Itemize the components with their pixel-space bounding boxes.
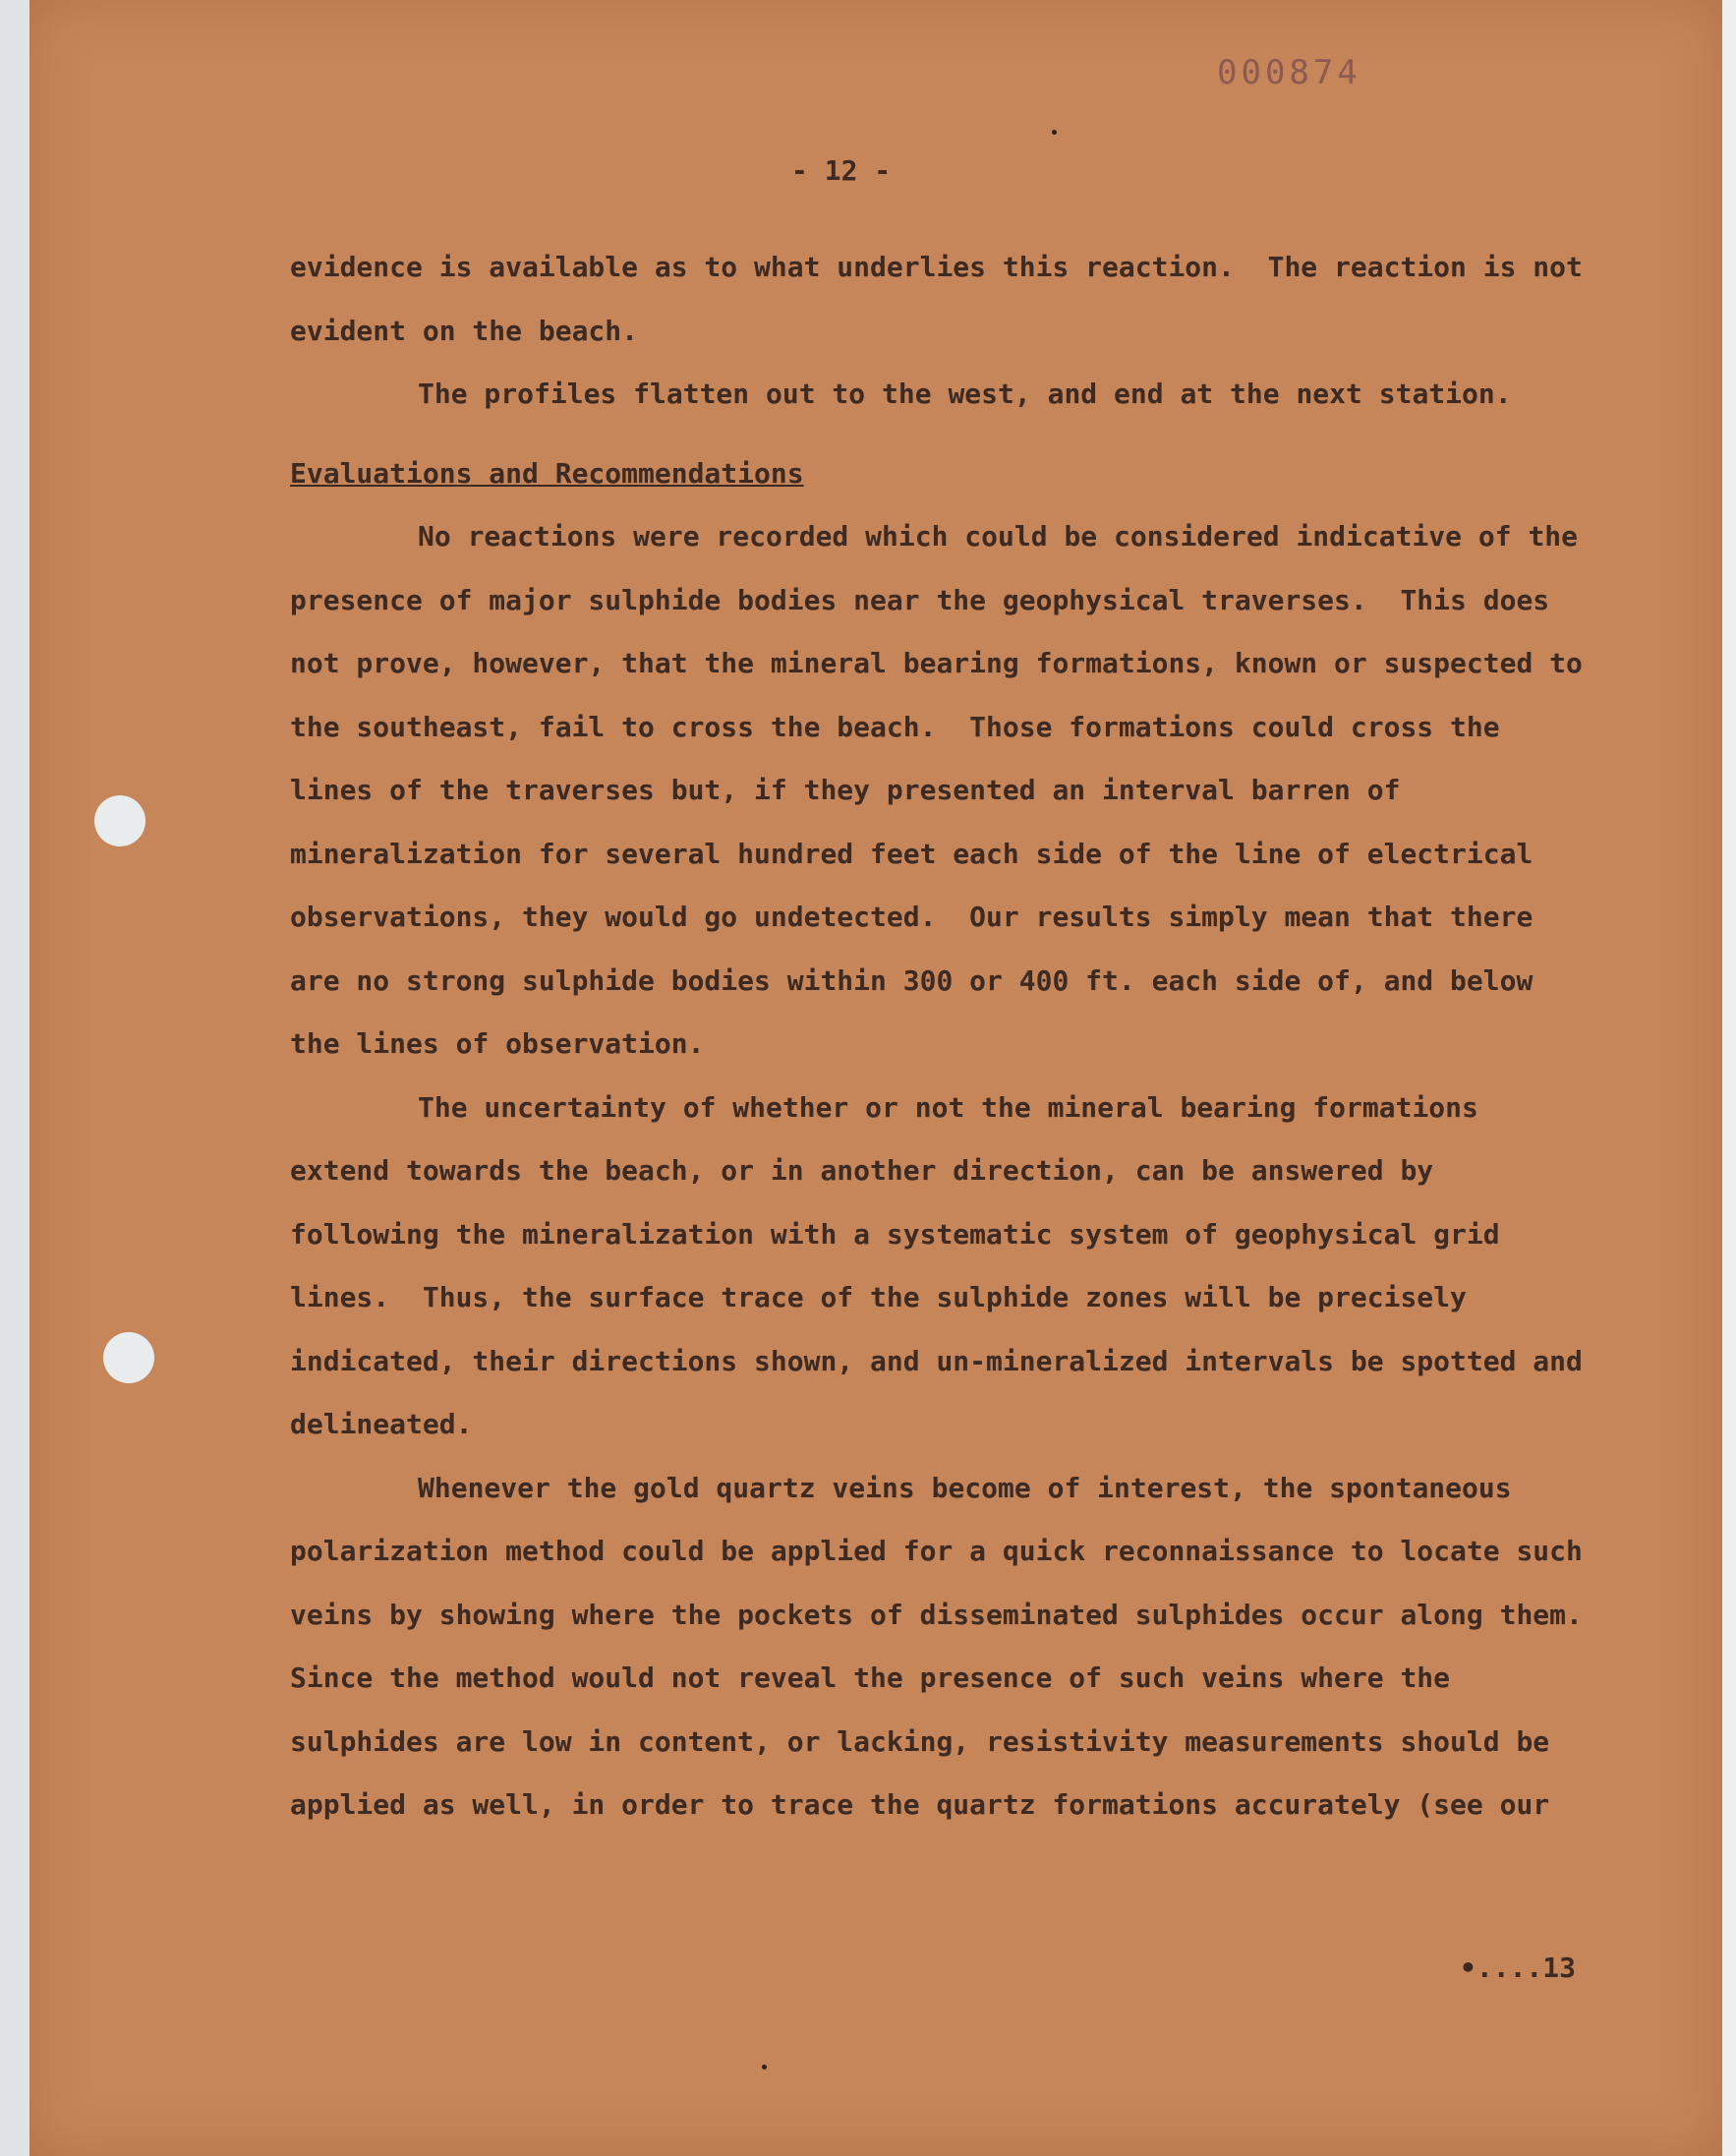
document-page xyxy=(29,0,1722,2156)
paragraph-1: evidence is available as to what underlies this reaction. The reaction is not evident on the beach. xyxy=(290,251,1599,347)
paragraph-5: Whenever the gold quartz veins become of interest, the spontaneous polarization method could be applied for a quick reconnaissance to locate such veins by showing where the pockets of disseminated sulphides occur along them. Since the method would not reveal the presence of such veins where the sulphides are low in content, or lacking, resistivity measurements should be applied as well, in order to trace the quartz formations accurately (see our xyxy=(290,1471,1616,1821)
paragraph-2: The profiles flatten out to the west, and end at the next station. xyxy=(418,378,1512,410)
page-edge xyxy=(1722,0,1736,2156)
punch-hole xyxy=(94,795,145,846)
section-heading: Evaluations and Recommendations xyxy=(290,456,804,490)
page-number: - 12 - xyxy=(791,154,892,187)
ink-speck xyxy=(762,2065,767,2069)
ink-speck xyxy=(1052,130,1057,135)
body-text xyxy=(290,236,1616,1837)
paragraph-4: The uncertainty of whether or not the mineral bearing formations extend towards the beach, or in another direction, can be answered by following the mineralization with a systematic system of geophysical grid lines. Thus, the surface trace of the sulphide zones will be precisely indicated, their directions shown, and un-mineralized intervals be spotted and delineated. xyxy=(290,1090,1599,1440)
paragraph-3: No reactions were recorded which could be considered indicative of the presence of major sulphide bodies near the geophysical traverses. This does not prove, however, that the mineral bearing formations, known or suspected to the southeast, fail to cross the beach. Those formations could cross the lines of the traverses but, if they presented an interval barren of mineralization for several hundred feet each side of the line of electrical observations, they would go undetected. Our results simply mean that there are no strong sulphide bodies within 300 or 400 ft. each side of, and below the lines of observation. xyxy=(290,520,1599,1060)
punch-hole xyxy=(103,1332,154,1383)
document-number: 000874 xyxy=(1217,53,1361,92)
continuation-marker: •....13 xyxy=(1460,1952,1577,1984)
